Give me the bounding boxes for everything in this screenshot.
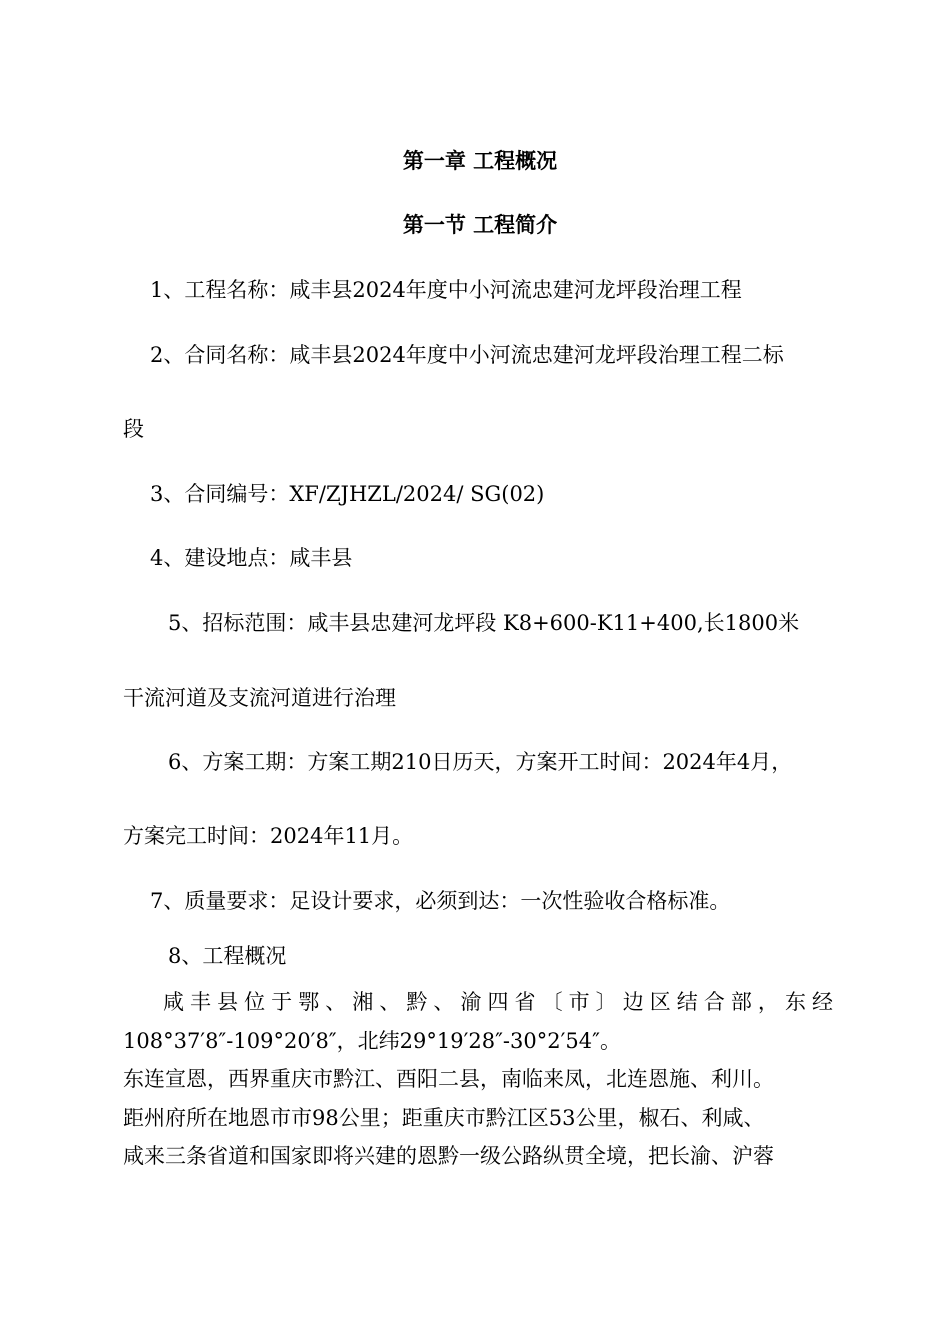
overview-paragraph	[123, 983, 833, 1176]
item-schedule-continued: 方案完工时间：2024年11月。	[123, 824, 414, 848]
item-contract-name-continued: 段	[123, 417, 144, 441]
item-bidding-scope: 5、招标范围：咸丰县忠建河龙坪段 K8+600-K11+400,长1800米	[168, 611, 800, 635]
item-construction-site: 4、建设地点：咸丰县	[150, 546, 353, 570]
item-schedule: 6、方案工期：方案工期210日历天，方案开工时间：2024年4月，	[168, 750, 793, 774]
overview-line: 东连宣恩，西界重庆市黔江、酉阳二县，南临来凤，北连恩施、利川。	[123, 1067, 774, 1091]
section-title: 第一节 工程简介	[402, 212, 558, 237]
chapter-title: 第一章 工程概况	[402, 148, 558, 173]
overview-line: 距州府所在地恩市市98公里；距重庆市黔江区53公里，椒石、利咸、	[123, 1105, 765, 1130]
item-bidding-scope-continued: 干流河道及支流河道进行治理	[123, 686, 396, 710]
item-quality-requirement: 7、质量要求：足设计要求，必须到达：一次性验收合格标准。	[150, 889, 731, 913]
overview-line: 咸来三条省道和国家即将兴建的恩黔一级公路纵贯全境，把长渝、沪蓉	[123, 1144, 774, 1168]
item-contract-name: 2、合同名称：咸丰县2024年度中小河流忠建河龙坪段治理工程二标	[150, 343, 784, 367]
overview-line: 108°37′8″-109°20′8″，北纬29°19′28″-30°2′54″。	[123, 1028, 621, 1053]
item-project-overview-heading: 8、工程概况	[168, 944, 287, 968]
overview-line: 咸丰县位于鄂、湘、黔、渝四省〔市〕边区结合部，东经	[163, 990, 833, 1014]
item-contract-number: 3、合同编号：XF/ZJHZL/2024/ SG(02)	[150, 482, 545, 506]
item-project-name: 1、工程名称：咸丰县2024年度中小河流忠建河龙坪段治理工程	[150, 278, 742, 302]
